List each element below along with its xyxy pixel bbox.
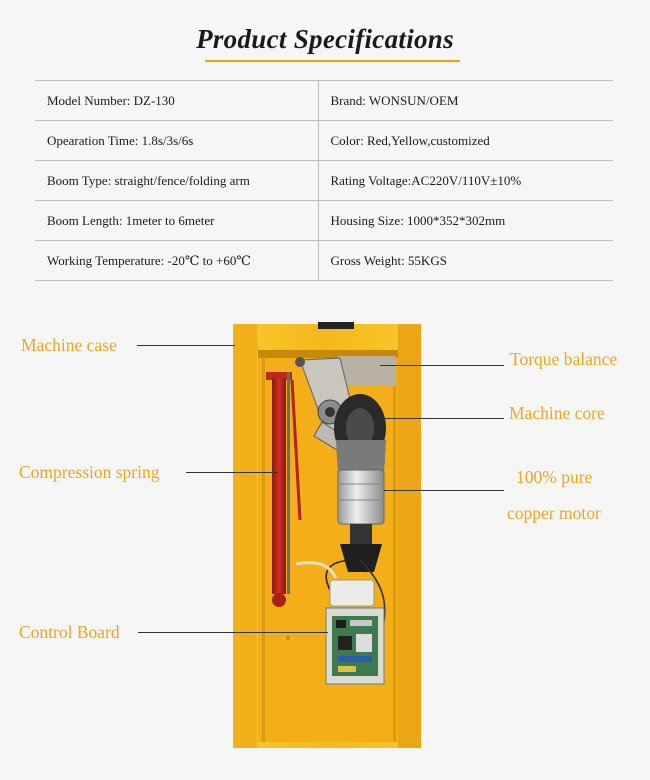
spec-model-number: Model Number: DZ-130 bbox=[35, 81, 318, 121]
leader-machine-case bbox=[137, 345, 235, 346]
leader-machine-core bbox=[384, 418, 504, 419]
spec-rating-voltage: Rating Voltage:AC220V/110V±10% bbox=[318, 161, 613, 201]
leader-torque-balance bbox=[380, 365, 504, 366]
leader-copper-motor bbox=[384, 490, 504, 491]
spec-boom-type: Boom Type: straight/fence/folding arm bbox=[35, 161, 318, 201]
machine-core bbox=[334, 394, 386, 474]
label-motor-line2: copper motor bbox=[507, 503, 601, 523]
capacitor bbox=[330, 580, 374, 606]
spec-working-temperature: Working Temperature: -20℃ to +60℃ bbox=[35, 241, 318, 281]
label-motor-line1: 100% pure bbox=[516, 467, 593, 487]
control-board bbox=[326, 608, 384, 684]
spec-operation-time: Opearation Time: 1.8s/3s/6s bbox=[35, 121, 318, 161]
label-compression-spring: Compression spring bbox=[19, 462, 160, 482]
label-machine-core: Machine core bbox=[509, 403, 605, 423]
leader-compression-spring bbox=[186, 472, 278, 473]
spec-gross-weight: Gross Weight: 55KGS bbox=[318, 241, 613, 281]
spec-boom-length: Boom Length: 1meter to 6meter bbox=[35, 201, 318, 241]
spec-housing-size: Housing Size: 1000*352*302mm bbox=[318, 201, 613, 241]
spec-brand: Brand: WONSUN/OEM bbox=[318, 81, 613, 121]
label-torque-balance: Torque balance bbox=[510, 349, 618, 369]
copper-motor bbox=[338, 470, 384, 572]
page-title: Product Specifications bbox=[196, 24, 454, 54]
label-machine-case: Machine case bbox=[21, 335, 117, 355]
leader-control-board bbox=[138, 632, 328, 633]
label-control-board: Control Board bbox=[19, 622, 120, 642]
spec-color: Color: Red,Yellow,customized bbox=[318, 121, 613, 161]
